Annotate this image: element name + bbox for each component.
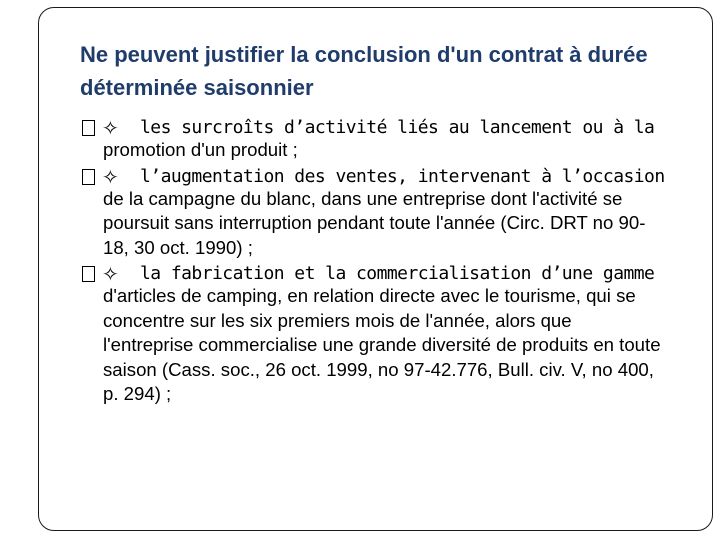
list-item-first-line (0, 114, 720, 146)
list-item (0, 114, 720, 163)
placeholder-box-icon (82, 266, 95, 282)
list-item (0, 163, 720, 261)
list-item-first-line (0, 163, 720, 195)
slide-title: Ne peuvent justifier la conclusion d'un contrat à durée déterminée saisonnier (80, 42, 648, 100)
list-item-first-line (0, 260, 720, 292)
list-item (0, 260, 720, 407)
placeholder-box-icon (82, 120, 95, 136)
list-item-lead-text: l’augmentation des ventes, intervenant à l’occasion (140, 165, 665, 187)
placeholder-box-icon (82, 169, 95, 185)
list-item-text: de la campagne du blanc, dans une entreprise dont l'activité se poursuit sans interruption pendant toute l'année (Circ. DRT no 90-18, 30 oct. 1990) ; (103, 187, 646, 258)
diamond-bullet-icon: ✧ (102, 164, 119, 189)
list-item-lead-text: les surcroîts d’activité liés au lancement ou à la (140, 117, 655, 138)
list-item-lead-text: la fabrication et la commercialisation d’une gamme (140, 263, 655, 284)
list-item-text: promotion d'un produit ; (103, 139, 298, 160)
diamond-bullet-icon: ✧ (102, 262, 119, 286)
list-item-text: d'articles de camping, en relation directe avec le tourisme, qui se concentre sur les six premiers mois de l'année, alors que l'entreprise commercialise une grande diversité de produits en toute saison (Cass. soc., 26 oct. 1999, no 97-42.776, Bull. civ. V, no 400, p. 294) ; (103, 285, 661, 404)
diamond-bullet-icon: ✧ (102, 116, 119, 140)
bullet-list (0, 114, 720, 407)
